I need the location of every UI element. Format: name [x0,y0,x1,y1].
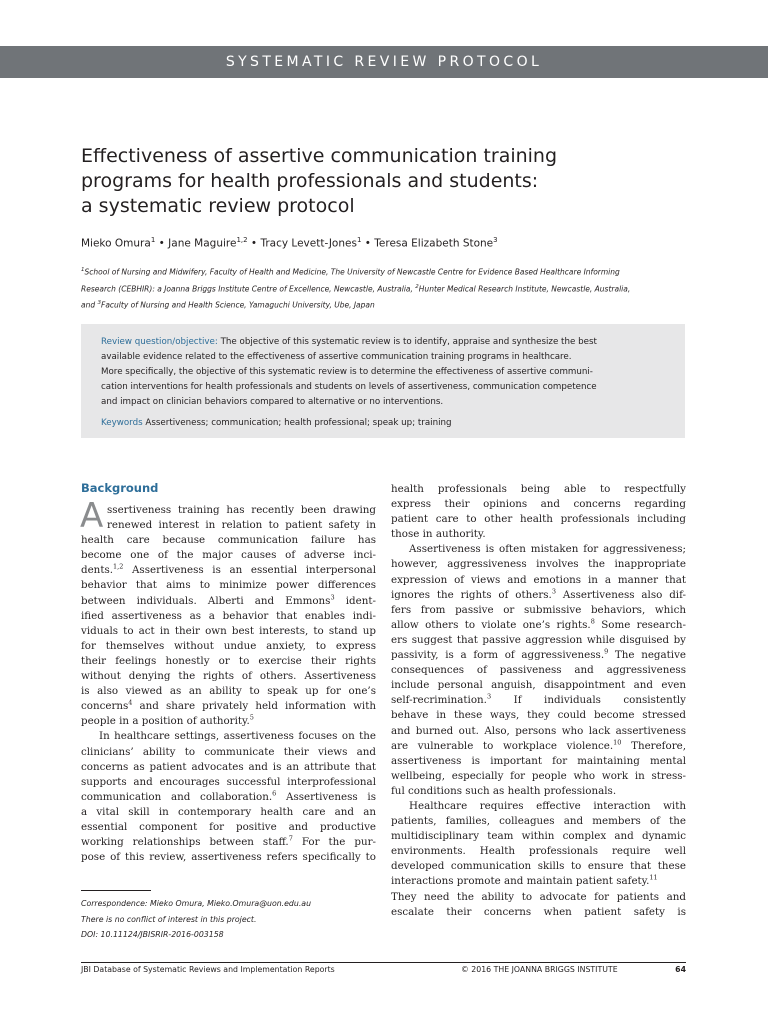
body-line: and burned out. Also, persons who lack assertiveness [391,724,686,737]
body-line: become one of the major causes of adverse inci- [81,549,376,562]
affiliation-line [81,296,687,313]
body-line [391,542,686,557]
body-line: health care because communication failure has [81,534,376,547]
body-line: ers suggest that passive aggression while disguised by [391,633,686,646]
body-text: Some research- [594,618,686,631]
body-line: pose of this review, assertiveness refers specifically to [81,851,376,864]
body-line: wellbeing, especially for people who work in stress- [391,769,686,782]
body-line: behave in these ways, they could become stressed [391,709,686,722]
body-line [391,799,686,814]
body-line [81,563,376,578]
body-text: Assertiveness is [276,790,376,803]
body-line: essential component for positive and productive [81,820,376,833]
body-line: their feelings honestly or to exercise their rights [81,654,376,667]
body-text: Assertiveness is an essential interpersonal [123,564,376,577]
author-separator: • [250,237,258,250]
body-text: If individuals consistently [491,694,686,707]
citation-mark: 1,2 [113,562,124,571]
affiliation-text: Hunter Medical Research Institute, Newcastle, Australia, [418,284,631,293]
body-text: Healthcare requires effective interaction with [409,799,686,812]
body-line: for themselves without undue anxiety, to express [81,639,376,652]
body-line: however, aggressiveness involves the inappropriate [391,558,686,571]
affiliation-text: Research (CEBHIR): a Joanna Briggs Institute Centre of Excellence, Newcastle, Australia, [81,284,413,293]
affiliation-text: Faculty of Nursing and Health Science, Yamaguchi University, Ube, Japan [101,300,375,310]
title-line: Effectiveness of assertive communication training [81,145,558,167]
body-line: escalate their concerns when patient safety is [391,905,686,918]
body-line: health professionals being able to respectfully [391,483,686,495]
author-affiliation-mark: 1 [356,236,362,244]
abstract-text: The objective of this systematic review is to identify, appraise and synthesize the best [217,337,597,347]
body-text: interactions promote and maintain patient safety. [391,875,650,888]
citation-mark: 5 [249,713,254,722]
body-text: ident- [334,594,376,607]
body-line: ful conditions such as health professionals. [391,784,617,797]
body-line [81,729,376,744]
abstract-line: available evidence related to the effectiveness of assertive communication training programs in healthcare. [101,352,572,362]
abstract-box [81,324,685,438]
footnote-rule [81,890,151,891]
citation-mark: 8 [590,617,595,626]
body-line [391,648,686,663]
author-affiliation-mark: 1,2 [236,236,248,244]
body-text: allow others to violate one’s rights. [391,618,591,631]
body-text: The negative [608,649,686,662]
citation-mark: 3 [551,587,556,596]
copyright: © 2016 THE JOANNA BRIGGS INSTITUTE [461,965,618,974]
body-line [391,739,686,754]
doi-line: DOI: 10.11124/JBISRIR-2016-003158 [81,930,224,939]
body-line: those in authority. [391,528,486,541]
affiliation-text: School of Nursing and Midwifery, Faculty of Health and Medicine, The University of Newcastle Centre for Evidence Based Healthcare Informing [84,267,620,277]
citation-mark: 9 [604,647,609,656]
body-text: between individuals. Alberti and Emmons [81,594,331,607]
body-line: They need the ability to advocate for patients and [391,890,686,903]
body-line: is also viewed as an ability to speak up for one’s [81,685,376,698]
title-line: programs for health professionals and students: [81,170,539,192]
body-line: multidisciplinary team within complex and dynamic [391,830,686,843]
body-text: and share privately held information with [132,700,376,713]
body-line: renewed interest in relation to patient safety in [107,519,376,532]
body-line [81,790,376,805]
body-line: ssertiveness training has recently been drawing [107,504,376,516]
body-text: working relationships between staff. [81,836,289,849]
abstract-label: Review question/objective: [101,337,218,347]
page-number: 64 [675,965,686,974]
body-text: ignores the rights of others. [391,588,552,601]
body-text: concerns [81,700,129,713]
correspondence-block [81,896,311,943]
body-line: assertiveness is important for maintaining mental [391,754,686,767]
body-text: are vulnerable to workplace violence. [391,739,614,752]
journal-name: JBI Database of Systematic Reviews and Implementation Reports [81,965,335,974]
body-line: environments. Health professionals require well [391,845,686,858]
body-line: express their opinions and concerns regarding [391,498,686,511]
body-line [81,835,376,850]
correspondence-line: Correspondence: Mieko Omura, Mieko.Omura@uon.edu.au [81,899,312,908]
affiliations [81,263,687,313]
keywords-label: Keywords [101,418,143,428]
affiliation-line [81,263,687,280]
keywords-text: Assertiveness; communication; health professional; speak up; training [142,418,452,428]
abstract-line: cation interventions for health professionals and students on levels of assertiveness, communication competence [101,382,597,392]
author-separator: • [364,237,371,250]
body-line: expression of views and emotions in a manner that [391,573,686,586]
author-separator: • [158,237,165,250]
title-line: a systematic review protocol [81,195,355,217]
author-affiliation-mark: 1 [150,236,156,244]
affiliation-line [81,280,687,297]
body-line: patients, families, colleagues and members of the [391,815,686,828]
author-name: Mieko Omura [81,237,151,250]
author-name: Tracy Levett-Jones [260,237,357,250]
body-line: patient care to other health professionals including [391,513,686,526]
body-line: ified assertiveness as a behavior that enables indi- [81,609,376,622]
affiliation-mark: 3 [97,300,102,306]
citation-mark: 6 [272,789,277,798]
citation-mark: 3 [486,692,492,701]
citation-mark: 10 [613,738,622,747]
body-line [391,874,686,889]
background-heading: Background [81,481,159,495]
body-line: consequences of passiveness and aggressiveness [391,664,686,677]
drop-cap: A [80,496,104,536]
section-banner: SYSTEMATIC REVIEW PROTOCOL [0,46,768,78]
affiliation-text: and [81,300,96,310]
body-line: developed communication skills to ensure that these [391,860,686,873]
body-text: dents. [81,564,114,577]
body-text: people in a position of authority. [81,715,250,728]
body-line: viduals to act in their own best interests, to stand up [81,624,376,637]
body-line [391,693,686,708]
body-text: Assertiveness also dif- [555,588,686,601]
author-list [81,236,498,250]
body-text: passivity, is a form of aggressiveness. [391,649,605,662]
body-line: include personal anguish, disappointment and even [391,679,686,692]
body-text: self-recrimination. [391,694,487,707]
body-column-right [391,482,686,920]
keywords-line [101,416,665,431]
body-text: Assertiveness is often mistaken for aggressiveness; [409,543,686,556]
body-line: fers from passive or submissive behaviors, which [391,603,686,616]
body-line [391,588,686,603]
abstract-line: More specifically, the objective of this systematic review is to determine the effectiveness of assertive communi- [101,367,593,377]
body-line [81,594,376,609]
citation-mark: 11 [649,874,658,883]
body-line: behavior that aims to minimize power differences [81,579,376,592]
body-line [81,714,376,729]
body-text: For the pur- [292,836,377,849]
body-line: supports and encourages successful interprofessional [81,775,376,788]
body-text: In healthcare settings, assertiveness focuses on the [99,730,376,743]
body-column-left [81,503,376,865]
affiliation-mark: 1 [81,267,85,273]
citation-mark: 4 [128,698,133,707]
body-line [391,618,686,633]
body-line: clinicians’ ability to communicate their views and [81,745,376,758]
author-affiliation-mark: 3 [493,236,498,244]
footer-rule [81,962,686,963]
citation-mark: 7 [288,834,293,843]
affiliation-mark: 2 [415,283,419,290]
body-line: without denying the rights of others. Assertiveness [81,670,376,683]
body-text: Therefore, [621,739,686,752]
abstract-line: and impact on clinician behaviors compared to alternative or no interventions. [101,397,444,407]
body-line [81,699,376,714]
author-name: Teresa Elizabeth Stone [374,237,494,250]
author-name: Jane Maguire [168,237,237,250]
article-title [81,144,701,219]
body-line: a vital skill in contemporary health care and an [81,805,376,818]
citation-mark: 3 [330,593,335,602]
body-text: communication and collaboration. [81,790,273,803]
abstract-line [101,335,665,350]
body-line: concerns as patient advocates and is an attribute that [81,760,376,773]
conflict-statement: There is no conflict of interest in this project. [81,914,257,924]
